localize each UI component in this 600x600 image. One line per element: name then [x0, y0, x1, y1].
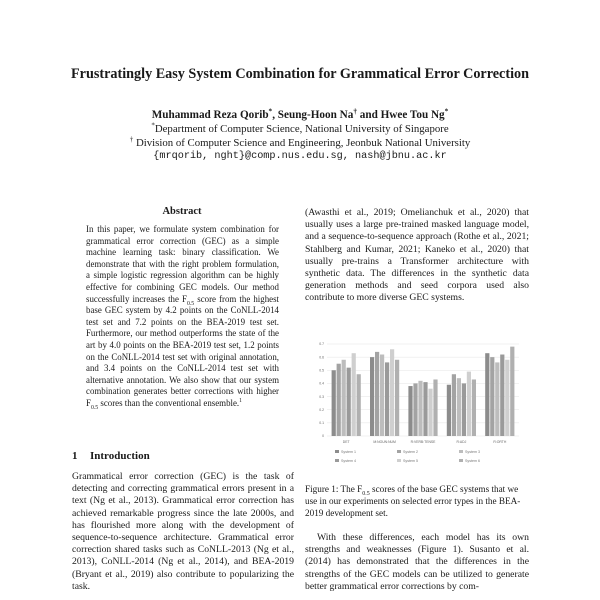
caption-part: scores of the base GEC systems that we use in our experiments on selected error types in the BEA-2019 development set.	[305, 484, 521, 518]
y-tick-label: 0	[322, 434, 324, 439]
author-emails: {mrqorib, nght}@comp.nus.edu.sg, nash@jbnu.ac.kr	[153, 151, 447, 162]
chart-legend	[335, 450, 480, 463]
bar	[332, 370, 336, 436]
bar	[375, 352, 379, 436]
figure-bar-chart	[305, 336, 525, 476]
bar	[413, 383, 417, 436]
bar	[352, 353, 356, 436]
legend-swatch	[335, 459, 339, 462]
legend-swatch	[335, 450, 339, 453]
author-affil-mark: †	[353, 107, 357, 116]
abstract-part: In this paper, we formulate system combination for grammatical error correction (GEC) as a simple machine learning task: binary classification. We demonstrate that with the right problem formulation, a simple logistic regression algorithm can be highly effective for combining GEC models. Our method successfully increases the F	[86, 224, 279, 304]
bar	[370, 357, 374, 436]
bar	[485, 353, 489, 436]
y-tick-label: 0.7	[319, 342, 324, 347]
legend-swatch	[459, 459, 463, 462]
right-column-paragraph: With these differences, each model has its own strengths and weaknesses (Figure 1). Susanto et al. (2014) has demonstrated that the differences in the strengths of the GEC models can be utilized to generate better grammatical error corrections by com-	[305, 532, 529, 592]
figure-caption	[305, 484, 529, 519]
bar	[342, 360, 346, 436]
fscore-subscript: 0.5	[362, 490, 370, 497]
author-name: Muhammad Reza Qorib	[151, 109, 269, 121]
chart-x-labels	[343, 440, 507, 444]
author-name: Seung-Hoon Na	[277, 109, 354, 121]
paper-title: Frustratingly Easy System Combination for Grammatical Error Correction	[70, 66, 530, 82]
abstract-heading: Abstract	[162, 206, 202, 217]
bar	[390, 349, 394, 436]
legend-label: System 3	[465, 450, 480, 454]
bar	[423, 382, 427, 436]
bar	[347, 368, 351, 436]
legend-swatch	[397, 459, 401, 462]
abstract-text	[86, 224, 279, 410]
bar	[500, 355, 504, 436]
legend-swatch	[397, 450, 401, 453]
intro-paragraph: Grammatical error correction (GEC) is the task of detecting and correcting grammatical errors present in a text (Ng et al., 2013). Grammatical error correction has achieved remarkable progress since the late 2000s, and has flourished more along with the development of sequence-to-sequence architecture. Grammatical error correction shared tasks such as CoNLL-2013 (Ng et al., 2013), CoNLL-2014 (Ng et al., 2014), and BEA-2019 (Bryant et al., 2019) also contribute to popularizing the task.	[72, 471, 294, 592]
section-heading	[72, 450, 150, 462]
y-tick-label: 0.6	[319, 355, 324, 360]
right-column-paragraph: (Awasthi et al., 2019; Omelianchuk et al., 2020) that usually uses a large pre-trained masked language model, and a sequence-to-sequence approach (Rothe et al., 2021; Stahlberg and Kumar, 2021; Kaneko et al., 2020) that usually pre-trains a Transformer architecture with synthetic data. The differences in the synthetic data generation methods and seed corpora used also contribute to more diverse GEC systems.	[305, 207, 529, 304]
fscore-subscript: 0.5	[186, 300, 195, 307]
legend-label: System 5	[403, 459, 418, 463]
y-tick-label: 0.5	[319, 368, 324, 373]
x-tick-label: R:ORTH	[493, 440, 507, 444]
author-name: Hwee Tou Ng	[380, 109, 445, 121]
chart-y-ticks	[319, 342, 324, 438]
bar	[395, 360, 399, 436]
bar	[467, 372, 471, 436]
author-list	[0, 109, 600, 121]
bar	[418, 381, 422, 436]
section-number: 1	[72, 450, 78, 462]
bar	[510, 347, 514, 436]
bar	[452, 374, 456, 436]
bar	[428, 389, 432, 436]
chart-bars	[332, 347, 515, 436]
x-tick-label: R:VERB:TENSE	[410, 440, 436, 444]
author-separator: ,	[272, 109, 278, 121]
bar	[433, 379, 437, 436]
legend-label: System 2	[403, 450, 418, 454]
bar	[495, 362, 499, 436]
affil-text: Division of Computer Science and Engineering, Jeonbuk National University	[135, 137, 471, 149]
affiliation	[0, 137, 600, 149]
legend-label: System 6	[465, 459, 480, 463]
footnote-mark: 1	[239, 397, 243, 404]
bar	[337, 364, 341, 436]
affil-mark: †	[129, 135, 134, 144]
affil-mark: *	[151, 121, 155, 130]
legend-label: System 1	[341, 450, 356, 454]
bar	[505, 360, 509, 436]
caption-part: Figure 1: The F	[305, 484, 363, 494]
legend-label: System 4	[341, 459, 356, 463]
bar	[447, 385, 451, 436]
section-title: Introduction	[90, 450, 150, 462]
affil-text: Department of Computer Science, National University of Singapore	[154, 123, 449, 135]
y-tick-label: 0.1	[319, 421, 324, 426]
author-affil-mark: *	[444, 107, 449, 116]
bar	[357, 374, 361, 436]
x-tick-label: R:ADJ	[456, 440, 467, 444]
bar	[462, 383, 466, 436]
abstract-part: score from the highest base GEC system by 4.2 points on the CoNLL-2014 test set and 7.2 points on the BEA-2019 test set. Furthermore, our method outperforms the state of the art by 4.0 points on the BEA-2019 test set, 1.2 points on the CoNLL-2014 test set with original annotation, and 3.4 points on the CoNLL-2014 test set with alternative annotation. We also show that our system combination generates better corrections with higher F	[86, 293, 279, 408]
y-tick-label: 0.2	[319, 407, 324, 412]
bar	[490, 357, 494, 436]
bar	[457, 378, 461, 436]
bar	[408, 386, 412, 436]
fscore-subscript: 0.5	[90, 404, 99, 411]
author-separator: and	[356, 109, 381, 121]
bar	[385, 362, 389, 436]
x-tick-label: DET	[342, 440, 350, 444]
bar	[472, 379, 476, 436]
abstract-part: scores than the conventional ensemble.	[98, 397, 240, 408]
author-affil-mark: *	[268, 107, 273, 116]
x-tick-label: M:NOUN:NUM	[373, 440, 396, 444]
y-tick-label: 0.4	[319, 381, 324, 386]
bar	[380, 355, 384, 436]
affiliation	[0, 123, 600, 135]
y-tick-label: 0.3	[319, 394, 324, 399]
legend-swatch	[459, 450, 463, 453]
